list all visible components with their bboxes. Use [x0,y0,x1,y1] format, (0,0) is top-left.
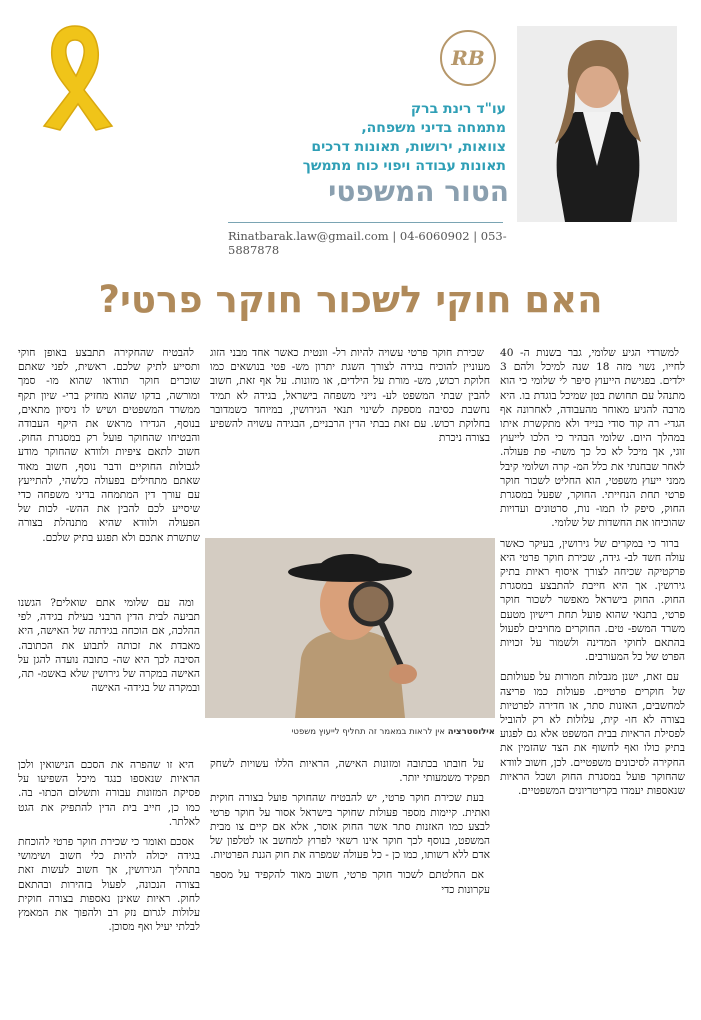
paragraph: ומה עם שלומי אתם שואלים? הגשנו תביעה לבית הדין הרבני בעילת בגידה, לפי ההלכה, אם הוכחה בגידתה של האישה, היא מאבדת את זכותה לתבוע את הכתובה. הסיבה לכך היא שה- כתובה נועדה להגן על האישה במקרה של גירושין שלא באשמ- תה, ובמקרה של בגידה- האישה [18,597,200,695]
column-right [500,346,685,991]
paragraph: אם החלטתם לשכור חוקר פרטי, חשוב מאוד להקפיד על מספר עקרונות כדי [210,869,490,896]
detective-image [205,538,495,718]
author-specialty-line: מתמחה בדיני משפחה, [361,120,506,136]
divider [228,222,503,223]
yellow-ribbon-icon [30,18,120,133]
paragraph: על חובתו בכתובה ומזונות האישה, הראיות הללו עשויות לשחק תפקיד משמעותי יותר. [210,758,490,785]
column-left-top [18,346,200,566]
paragraph: בעת שכירת חוקר פרטי, יש להבטיח שהחוקר פועל בצורה חוקית ואתית. קיימות מספר פעולות שחוקר בישראל אסור על חוקר פרטי לבצע כמו האזנות סתר אשר החוק אוסר, אלא אם קיים צו מבית המשפט, בנוסף לכך חוקר אינו רשאי לפרוץ למחשב או לטלפון של אדם ללא רשותו, כמו כן - כל פעולה שמפרה את חוק הגנת הפרטיות. [210,792,490,862]
column-middle-top [210,346,490,531]
column-left-bottom [18,758,200,992]
article-headline: האם חוקי לשכור חוקר פרטי? [98,278,603,321]
caption-text: אין לראות במאמר זה תחליף לייעוץ משפטי [291,727,448,737]
paragraph: למשרדי הגיע שלומי, גבר בשנות ה- 40 לחייו, נשוי מזה 18 שנה למיכל ולהם 3 ילדים. בפגישת הייעוץ סיפר לי שלומי כי הוא מתנהל עם תחושת בטן שמיכל בוגדת בו. היא מרבה להגיע מאוחר מהעבודה, לאחרונה אף הגדי- רה קוד סודי בנייד ולא מתקשרת איתו במהלך היום. שלומי הבהיר כי הלכו לייעוץ זוגי, אך מיכל לא כל כך משת- פת פעולה. לאחר שבחנתי את כלל המ- קרה ושלומי קיבל ממני ייעוץ משפטי, הוא החליט לשכור חוקר פרטי תחת הנחייתי. החוקר, שפעל במסגרת החוק, סיפק לו תמו- נות, סרטונים ועדויות שהוכיחו את החשדות של שלומי. [500,347,685,530]
paragraph: היא זו שהפרה את הסכם הנישואין ולכן הראיות שנאספו כנגד מיכל השפיעו על פסיקת המזונות עבורה ותשלום הכתו- בה. כמו כן, חייב בית הדין להתפיק את הגט לאלתר. [18,759,200,828]
caption-label: אילוסטרציה [447,727,495,737]
contact-line: Rinatbarak.law@gmail.com | 04-6060902 | 053-5887878 [228,229,507,257]
column-left-middle [18,596,200,716]
author-specialty-line: תאונות עבודה ויפוי כוח מתמשך [302,158,506,174]
column-middle-bottom [210,757,490,992]
author-photo [517,26,677,222]
paragraph: להבטיח שהחקירה תתבצע באופן חוקי ותסייע לתיק שלכם. ראשית, לפני שאתם שוכרים חוקר תוודאו שהוא מו- סמך ומורשה, בדקו שהוא מחזיק ברי- שיון תקף ממשרד המשפטים ושיש לו ניסיון מתאים, בנוסף, הגדירו מראש את היקף העבודה והבטיחו שהחוקר פועל רק במסגרת החוק. חשוב לתאם ציפיות ולוודא שהחוקר מודע לגבולות החוקיים ודבר נוסף, חשוב מאוד שאתם מתחילים בפעולה כלשהי, להתייעץ עם עורך דין המתמחה בדיני משפחה כדי שיסייע לכם להבין את ההש- לכות של הפעולה ולוודא שהיא מתנהלת בצורה שתשרת אתכם ולא תפגע בתיק שלכם. [18,347,200,544]
paragraph: עם זאת, ישנן מגבלות חמורות על פעולותם של חוקרים פרטיים. פעולות כמו פריצה למחשבים, האזנות סתר, או חדירה לפרטיות בצורה לא חו- קית, עלולות לא רק להוביל לפסילת הראיות בבית המשפט אלא גם לפגוע בתיק כולו ואף לחשוף את הצד שהזמין את החקירה לסיכונים משפטיים. לכן, חשוב לוודא שהחוקר פועל במסגרת החוק ושכל הראיות שנאספות יעמדו בקריטריונים המשפטיים. [500,671,685,798]
author-name: עו"ד רינת ברק [410,101,506,117]
paragraph: שכירת חוקר פרטי עשויה להיות רל- וונטית כאשר אחד מבני הזוג מעוניין להוכיח בגידה לצורך השגת יתרון מש- פטי בנושאים כמו חלוקת רכוש, מש- מורת על הילדים, או מזונות. על אף זאת, חשוב להבין שבתי המשפט לע- נייני משפחה בישראל, בגידה לא תמיד נחשבת כסיבה מספקת לשינוי תנאי הגירושין, במיוחד כשמדובר בחלוקת רכוש. עם זאת בבתי הדין הרבניים, הבגידה עשויה להשפיע בצורה ניכרת [210,347,490,445]
paragraph: ברור כי במקרים של גירושין, בעיקר כאשר עולה חשד לב- גידה, שכירת חוקר פרטי היא פרקטיקה שכיחה לצורך איסוף ראיות בתיק גירושין. אך היא חייבת להתבצע במסגרת החוק. החוק בישראל מאפשר לשכור חוקר פרטי, בתנאי שהוא פועל תחת רישיון מטעם משרד המשפ- טים. החוקרים מחויבים לפעול בהתאם לחוקי המדינה ולשמור על זכויות הפרט של כל המעורבים. [500,537,685,664]
image-caption [205,727,495,737]
author-specialty-line: צוואות, ירושות, תאונות דרכים [311,139,506,155]
section-title: הטור המשפטי [328,175,509,208]
paragraph: אסכם ואומר כי שכירת חוקר פרטי להוכחת בגידה יכולה להיות כלי חשוב ושימושי בתהליך הגירושין, אך חשוב לעשות זאת בצורה הנכונה, לפעול בזהירות ובהתאם לחוק. ראיות שאינן נאספות בצורה חוקית עלולות לגרום נזק רב ולהפוך את המאמץ לבלתי יעיל ואף מסוכן. [18,836,200,934]
author-block [206,100,506,176]
rb-logo: RB [440,30,496,86]
